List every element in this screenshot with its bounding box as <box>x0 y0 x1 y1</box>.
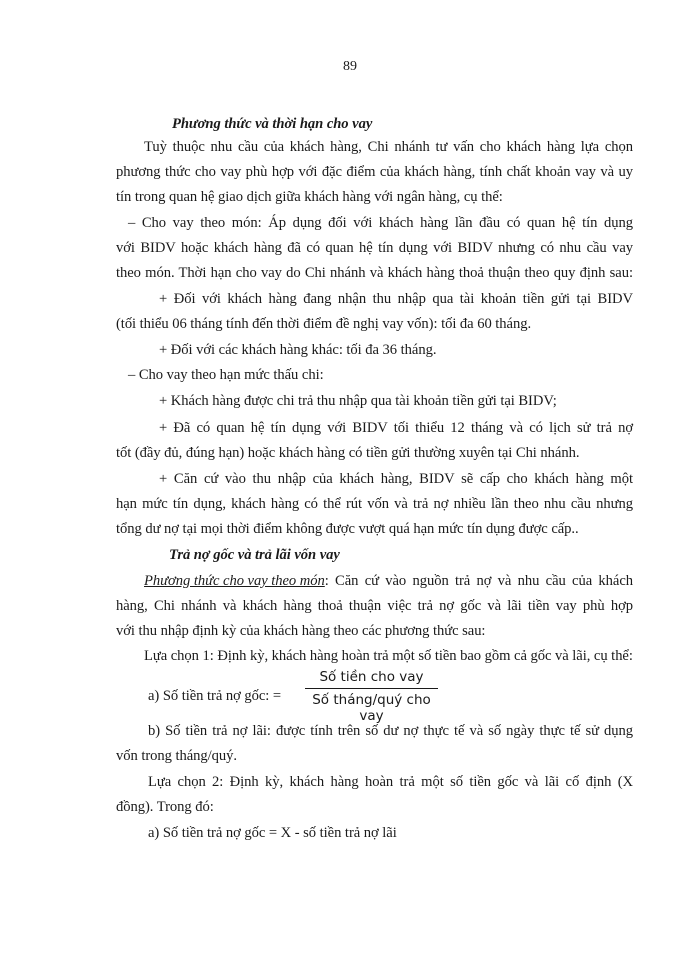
item-2a: + Khách hàng được chi trả thu nhập qua tài khoản tiền gửi tại BIDV; <box>159 393 557 409</box>
item-1a-line-1: + Đối với khách hàng đang nhận thu nhập qua tài khoản tiền gửi tại BIDV <box>159 291 633 307</box>
para-1-line-1: Tuỳ thuộc nhu cầu của khách hàng, Chi nhánh tư vấn cho khách hàng lựa chọn <box>144 139 633 155</box>
formula-b-line-2: vốn trong tháng/quý. <box>116 748 238 764</box>
item-2c-line-3: tổng dư nợ tại mọi thời điểm không được vượt quá hạn mức tín dụng được cấp.. <box>116 521 579 537</box>
item-1-line-3: theo món. Thời hạn cho vay do Chi nhánh và khách hàng thoả thuận theo quy định sau: <box>116 265 633 281</box>
para-2-line-2: hàng, Chi nhánh và khách hàng thoả thuận việc trả nợ gốc và lãi tiền vay phù hợp <box>116 598 633 614</box>
option-2-line-1: Lựa chọn 2: Định kỳ, khách hàng hoàn trả một số tiền gốc và lãi cố định (X <box>148 774 633 790</box>
formula-a-label: a) Số tiền trả nợ gốc: = <box>148 688 282 704</box>
item-2c-line-2: hạn mức tín dụng, khách hàng có thể rút vốn và trả nợ nhiều lần theo nhu cầu nhưng <box>116 496 633 512</box>
item-1b: + Đối với các khách hàng khác: tối đa 36 tháng. <box>159 342 437 358</box>
para-1-line-2: phương thức cho vay phù hợp với đặc điểm của khách hàng, tính chất khoản vay và uy <box>116 164 633 180</box>
option-2-line-2: đồng). Trong đó: <box>116 799 214 815</box>
item-2: – Cho vay theo hạn mức thấu chi: <box>128 367 324 383</box>
para-1-line-3: tín trong quan hệ giao dịch giữa khách hàng với ngân hàng, cụ thể: <box>116 189 503 205</box>
loan-method-term-link-text: Phương thức cho vay theo món <box>144 573 325 589</box>
formula-c: a) Số tiền trả nợ gốc = X - số tiền trả nợ lãi <box>148 825 397 841</box>
page-number: 89 <box>343 59 357 74</box>
item-1-line-2: với BIDV hoặc khách hàng đã có quan hệ tín dụng với BIDV nhưng có nhu cầu vay <box>116 240 633 256</box>
para-2-line-1-rest: : Căn cứ vào nguồn trả nợ và nhu cầu của khách <box>324 573 633 589</box>
formula-b-line-1: b) Số tiền trả nợ lãi: được tính trên số dư nợ thực tế và số ngày thực tế sử dụng <box>148 723 633 739</box>
formula-a-denominator: Số tháng/quý cho vay <box>312 692 431 724</box>
formula-a-fraction <box>305 669 438 724</box>
heading-repayment: Trả nợ gốc và trả lãi vốn vay <box>169 547 340 563</box>
para-2-line-3: với thu nhập định kỳ của khách hàng theo các phương thức sau: <box>116 623 486 639</box>
item-1a-line-2: (tối thiểu 06 tháng tính đến thời điểm đề nghị vay vốn): tối đa 60 tháng. <box>116 316 532 332</box>
item-1-line-1: – Cho vay theo món: Áp dụng đối với khách hàng lần đầu có quan hệ tín dụng <box>128 215 633 231</box>
para-2-line-1 <box>144 571 633 591</box>
option-1: Lựa chọn 1: Định kỳ, khách hàng hoàn trả một số tiền bao gồm cả gốc và lãi, cụ thể: <box>144 648 633 664</box>
item-2b-line-1: + Đã có quan hệ tín dụng với BIDV tối thiểu 12 tháng và có lịch sử trả nợ <box>159 420 633 436</box>
item-2c-line-1: + Căn cứ vào thu nhập của khách hàng, BIDV sẽ cấp cho khách hàng một <box>159 471 633 487</box>
heading-loan-method-term: Phương thức và thời hạn cho vay <box>172 116 373 132</box>
formula-a-numerator: Số tiền cho vay <box>319 669 424 685</box>
item-2b-line-2: tốt (đầy đủ, đúng hạn) hoặc khách hàng có tiền gửi thường xuyên tại Chi nhánh. <box>116 445 580 461</box>
